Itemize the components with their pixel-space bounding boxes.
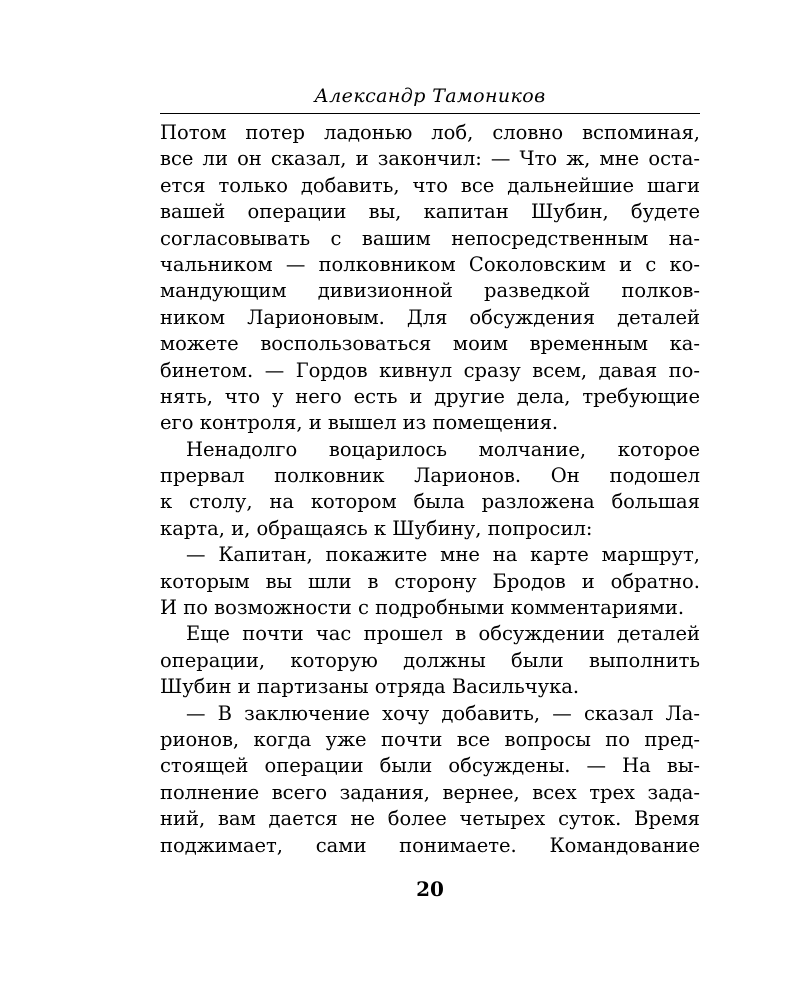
text-line: к столу, на котором была разложена большая xyxy=(160,490,700,514)
text-line: бинетом. — Гордов кивнул сразу всем, давая по- xyxy=(160,358,700,382)
text-line: полнение всего задания, вернее, всех трех зада- xyxy=(160,780,700,804)
text-line: чальником — полковником Соколовским и с ко- xyxy=(160,252,700,276)
running-head-author: Александр Тамоников xyxy=(314,85,546,107)
page-number: 20 xyxy=(416,877,444,901)
text-line: карта, и, обращаясь к Шубину, попросил: xyxy=(160,516,593,540)
text-line: ется только добавить, что все дальнейшие шаги xyxy=(160,173,700,197)
text-line: все ли он сказал, и закончил: — Что ж, мне оста- xyxy=(160,147,700,171)
body-text xyxy=(160,120,700,859)
text-line: И по возможности с подробными комментариями. xyxy=(160,596,685,620)
text-line: — В заключение хочу добавить, — сказал Ла- xyxy=(186,701,700,725)
text-line: стоящей операции были обсуждены. — На вы- xyxy=(160,754,700,778)
text-line: Шубин и партизаны отряда Васильчука. xyxy=(160,675,580,699)
text-line: операции, которую должны были выполнить xyxy=(160,648,700,672)
header-rule xyxy=(160,113,700,114)
text-line: согласовывать с вашим непосредственным на- xyxy=(160,226,700,250)
text-line: прервал полковник Ларионов. Он подошел xyxy=(160,464,700,488)
text-line: поджимает, сами понимаете. Командование xyxy=(160,833,700,857)
text-line: рионов, когда уже почти все вопросы по пред- xyxy=(160,727,700,751)
text-line: — Капитан, покажите мне на карте маршрут, xyxy=(186,543,700,567)
text-line: ний, вам дается не более четырех суток. Время xyxy=(160,807,700,831)
text-line: мандующим дивизионной разведкой полков- xyxy=(160,279,700,303)
text-line: его контроля, и вышел из помещения. xyxy=(160,411,559,435)
text-line: Ненадолго воцарилось молчание, которое xyxy=(186,437,700,461)
text-line: которым вы шли в сторону Бродов и обратно. xyxy=(160,569,700,593)
text-line: Потом потер ладонью лоб, словно вспоминая, xyxy=(160,121,700,144)
text-line: Еще почти час прошел в обсуждении деталей xyxy=(186,622,700,646)
text-line: нять, что у него есть и другие дела, требующие xyxy=(160,384,700,408)
text-line: ником Ларионовым. Для обсуждения деталей xyxy=(160,305,700,329)
text-line: вашей операции вы, капитан Шубин, будете xyxy=(160,200,700,224)
text-line: можете воспользоваться моим временным ка- xyxy=(160,332,700,356)
